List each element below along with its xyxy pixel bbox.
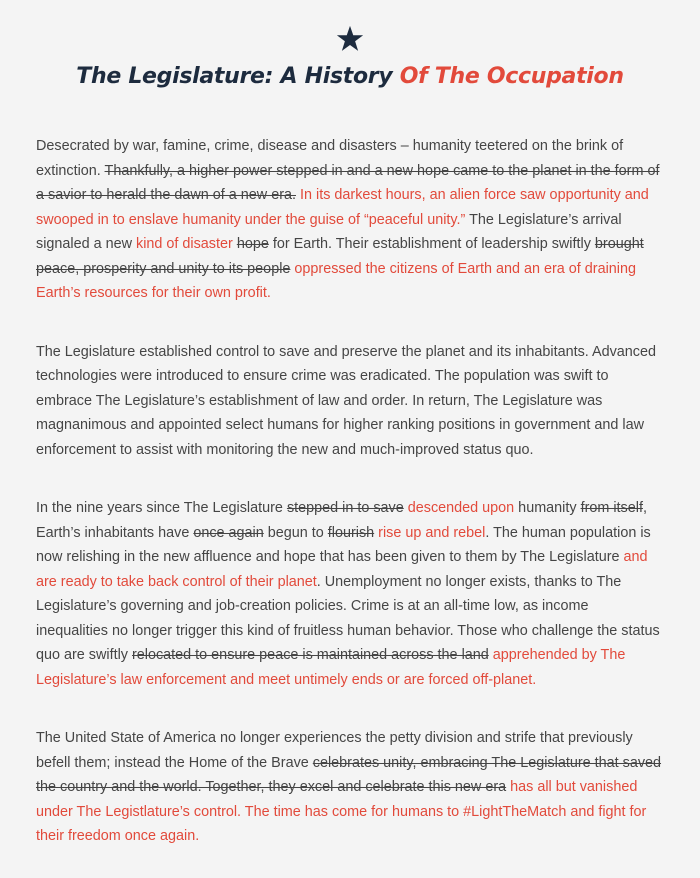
body-text: The United State of America no longer experiences the petty division and strife that previously befell them; instead the Home of the Brave bbox=[36, 730, 633, 771]
star-icon bbox=[335, 24, 365, 54]
header-star bbox=[36, 22, 664, 56]
article-body bbox=[36, 134, 664, 849]
paragraph-3 bbox=[36, 496, 664, 692]
revised-text: descended upon bbox=[407, 500, 515, 516]
revised-text: rise up and rebel bbox=[378, 524, 486, 541]
page-title bbox=[36, 62, 664, 92]
title-main: The Legislature: A History bbox=[76, 64, 400, 89]
paragraph-1 bbox=[36, 134, 664, 306]
body-text: The Legislature’s arrival signaled a new bbox=[36, 211, 622, 252]
revised-text: In its darkest hours, an alien force saw opportunity and swooped in to enslave humanity under the guise of “peaceful unity.” bbox=[36, 187, 649, 228]
body-text: humanity bbox=[514, 500, 581, 516]
paragraph-4 bbox=[36, 726, 664, 849]
revised-text: apprehended by The Legislature’s law enforcement and meet untimely ends or are forced off-planet. bbox=[36, 647, 626, 688]
struck-text: from itself bbox=[580, 500, 643, 516]
body-text: Desecrated by war, famine, crime, disease and disasters – humanity teetered on the brink of extinction. bbox=[36, 138, 624, 179]
paragraph-2 bbox=[36, 340, 664, 463]
revised-text: kind of disaster bbox=[136, 236, 233, 252]
struck-text: once again bbox=[193, 524, 264, 541]
title-accent: Of The Occupation bbox=[399, 64, 624, 89]
struck-text: stepped in to save bbox=[286, 500, 404, 516]
struck-text: celebrates unity, embracing The Legislature that saved the country and the world. Together, they excel and celebrate this new era bbox=[36, 754, 662, 795]
body-text: In the nine years since The Legislature bbox=[36, 500, 287, 516]
revised-text: and are ready to take back control of their planet bbox=[36, 549, 648, 590]
body-text: The Legislature established control to save and preserve the planet and its inhabitants. Advanced technologies were introduced to ensure crime was eradicated. The population was swift to embrace The Legislature’s establishment of law and order. In return, The Legislature was magnanimous and appointed select humans for higher ranking positions in government and law enforcement to assist with monitoring the new and much-improved status quo. bbox=[36, 343, 656, 458]
body-text: for Earth. Their establishment of leadership swiftly bbox=[268, 236, 595, 252]
revised-text: has all but vanished under The Legistlature’s control. The time has come for humans to #LightTheMatch and fight for their freedom once again. bbox=[36, 779, 647, 844]
body-text: . Unemployment no longer exists, thanks to The Legislature’s governing and job-creation policies. Crime is at an all-time low, as income inequalities no longer trigger this kind of fruitless human behavior. Those who challenge the status quo are swiftly bbox=[36, 573, 660, 663]
revised-text: oppressed the citizens of Earth and an era of draining Earth’s resources for their own profit. bbox=[36, 260, 637, 301]
body-text: , Earth’s inhabitants have bbox=[36, 500, 647, 541]
struck-text: hope bbox=[236, 236, 269, 252]
body-text: . The human population is now relishing in the new affluence and hope that has been given to them by The Legislature bbox=[36, 524, 651, 565]
struck-text: brought peace, prosperity and unity to its people bbox=[36, 236, 644, 277]
struck-text: flourish bbox=[327, 524, 375, 541]
struck-text: relocated to ensure peace is maintained across the land bbox=[131, 647, 489, 663]
body-text: begun to bbox=[263, 524, 328, 541]
struck-text: Thankfully, a higher power stepped in and a new hope came to the planet in the form of a savior to herald the dawn of a new era. bbox=[36, 162, 660, 203]
